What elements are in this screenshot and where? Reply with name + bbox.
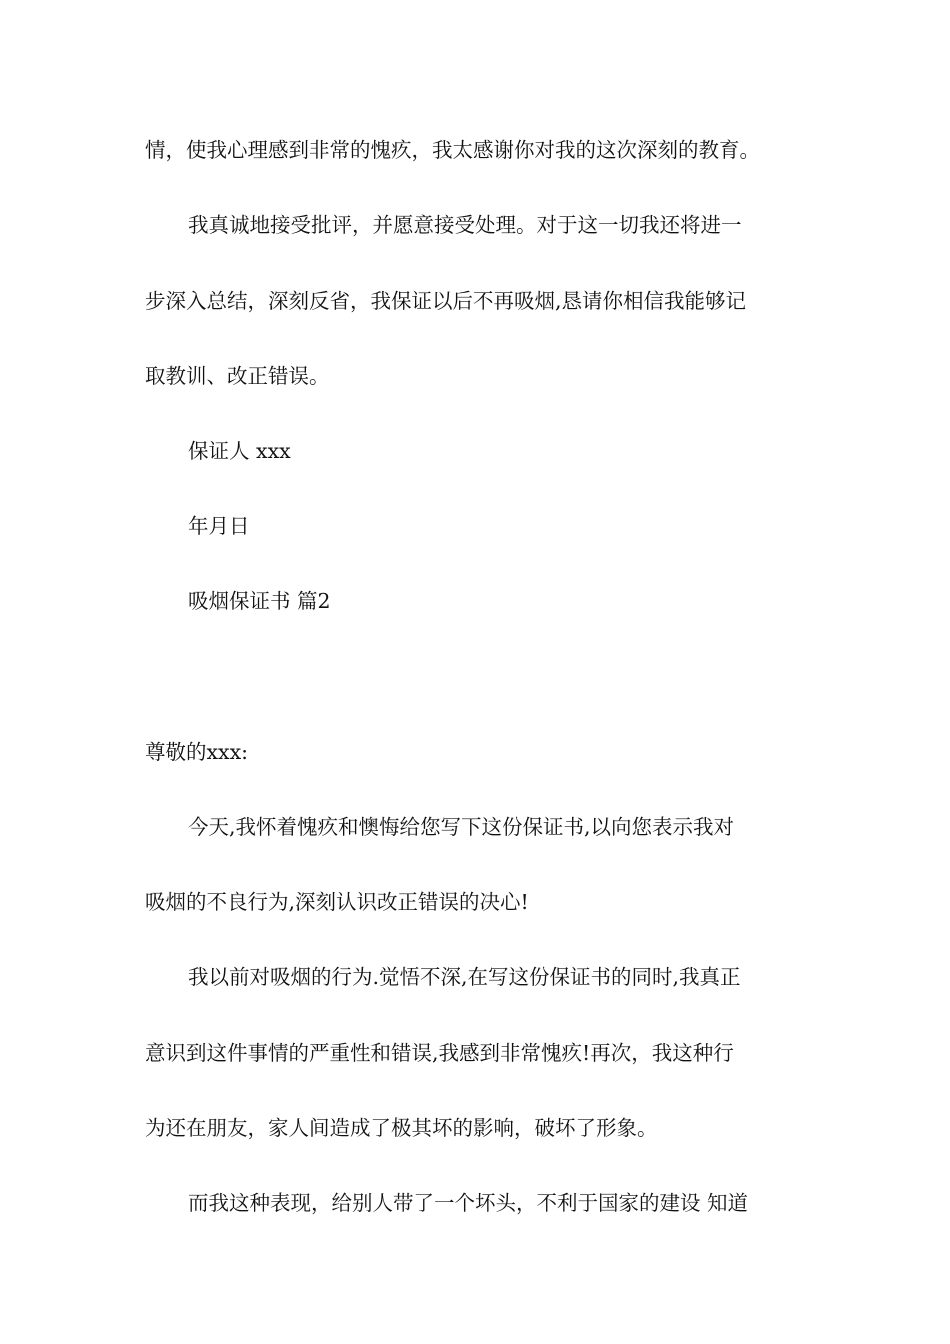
body-text-line: 吸烟的不良行为,深刻认识改正错误的决心! bbox=[145, 890, 529, 914]
paragraph-first-line: 今天,我怀着愧疚和懊悔给您写下这份保证书,以向您表示我对 bbox=[188, 815, 735, 839]
guarantor-signature: 保证人 xxx bbox=[188, 439, 291, 463]
salutation: 尊敬的xxx: bbox=[145, 740, 249, 764]
paragraph-first-line: 我以前对吸烟的行为.觉悟不深,在写这份保证书的同时,我真正 bbox=[188, 965, 741, 989]
body-text-line: 步深入总结，深刻反省，我保证以后不再吸烟,恳请你相信我能够记 bbox=[145, 289, 747, 313]
body-text-line: 取教训、改正错误。 bbox=[145, 364, 330, 388]
paragraph-first-line: 而我这种表现，给别人带了一个坏头，不利于国家的建设 知道 bbox=[188, 1191, 749, 1215]
date-line: 年月日 bbox=[188, 514, 250, 538]
body-text-line: 情，使我心理感到非常的愧疚，我太感谢你对我的这次深刻的教育。 bbox=[145, 138, 760, 162]
body-text-line: 为还在朋友，家人间造成了极其坏的影响，破坏了形象。 bbox=[145, 1116, 658, 1140]
paragraph-first-line: 我真诚地接受批评，并愿意接受处理。对于这一切我还将进一 bbox=[188, 213, 742, 237]
body-text-line: 意识到这件事情的严重性和错误,我感到非常愧疚!再次，我这种行 bbox=[145, 1041, 734, 1065]
section-title: 吸烟保证书 篇2 bbox=[188, 589, 331, 613]
